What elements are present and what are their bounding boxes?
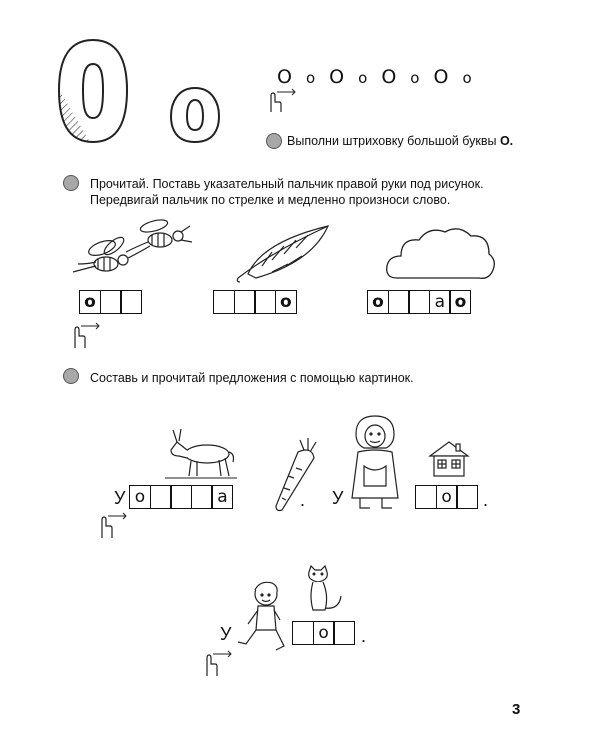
task-bullet <box>63 175 79 191</box>
grandmother-picture <box>346 414 404 512</box>
cloud-picture <box>383 224 498 282</box>
donkey-picture <box>165 428 237 480</box>
sentence3-cells <box>292 621 355 645</box>
letter-cell <box>213 290 235 314</box>
task-bullet <box>266 133 282 149</box>
sentence-prefix: У <box>220 624 232 644</box>
letter-cell: о <box>367 290 389 314</box>
reading-instruction-line1: Прочитай. Поставь указательный пальчик правой руки под рисунок. <box>90 177 484 191</box>
sentence-end: . <box>300 490 306 510</box>
sentence-end: . <box>483 490 489 510</box>
word-cells-cloud <box>367 290 471 314</box>
letter-cell <box>254 290 276 314</box>
letter-cell: а <box>429 290 451 314</box>
sentence1-cells <box>129 485 233 509</box>
letter-cell <box>388 290 410 314</box>
task-bullet <box>63 368 79 384</box>
letter-cell: о <box>436 485 458 509</box>
sentence2-cells <box>415 485 478 509</box>
boy-picture <box>232 580 290 658</box>
letter-cell <box>292 621 314 645</box>
pattern-letter: о <box>462 69 472 87</box>
letter-cell <box>415 485 437 509</box>
letter-cell <box>170 485 192 509</box>
cat-picture <box>303 566 347 616</box>
finger-pointer-icon <box>96 508 132 540</box>
letter-cell <box>100 290 122 314</box>
sentence-prefix: У <box>114 488 126 508</box>
house-picture <box>426 440 472 478</box>
wasps-picture <box>68 222 198 284</box>
finger-pointer-icon <box>69 318 105 350</box>
letter-cell: а <box>211 485 233 509</box>
letter-cell: о <box>129 485 151 509</box>
finger-pointer-icon <box>265 84 301 114</box>
letter-cell <box>120 290 142 314</box>
word-cells-feather <box>213 290 297 314</box>
letter-cell: о <box>449 290 471 314</box>
pattern-letter: О <box>329 66 345 88</box>
letter-cell: о <box>313 621 335 645</box>
pattern-letter: О <box>381 66 397 88</box>
sentences-instruction: Составь и прочитай предложения с помощью картинок. <box>90 371 414 385</box>
carrot-picture <box>270 436 322 514</box>
sentence-end: . <box>361 626 367 646</box>
letter-cell: о <box>275 290 297 314</box>
shading-letter: О. <box>499 134 514 148</box>
pattern-letter: о <box>410 69 420 87</box>
shading-instruction: Выполни штриховку большой буквы О. <box>287 134 514 148</box>
page-number: 3 <box>512 701 521 718</box>
letter-cell: о <box>79 290 101 314</box>
letter-cell <box>408 290 430 314</box>
letter-cell <box>456 485 478 509</box>
letter-cell <box>191 485 213 509</box>
letter-cell <box>150 485 172 509</box>
feather-picture <box>232 222 332 284</box>
reading-instruction-line2: Передвигай пальчик по стрелке и медленно произноси слово. <box>90 193 451 207</box>
pattern-letter: О <box>433 66 449 88</box>
pattern-letter: о <box>305 69 316 87</box>
small-o-outline <box>171 88 219 142</box>
sentence-prefix: У <box>332 488 344 508</box>
letter-cell <box>234 290 256 314</box>
pattern-letter: о <box>358 69 368 87</box>
pattern-letter: О <box>277 66 292 88</box>
word-cells-wasps <box>79 290 142 314</box>
letter-pattern-row <box>277 66 472 88</box>
finger-pointer-icon <box>201 646 237 678</box>
letter-cell <box>333 621 355 645</box>
big-letter-outline <box>55 38 225 148</box>
